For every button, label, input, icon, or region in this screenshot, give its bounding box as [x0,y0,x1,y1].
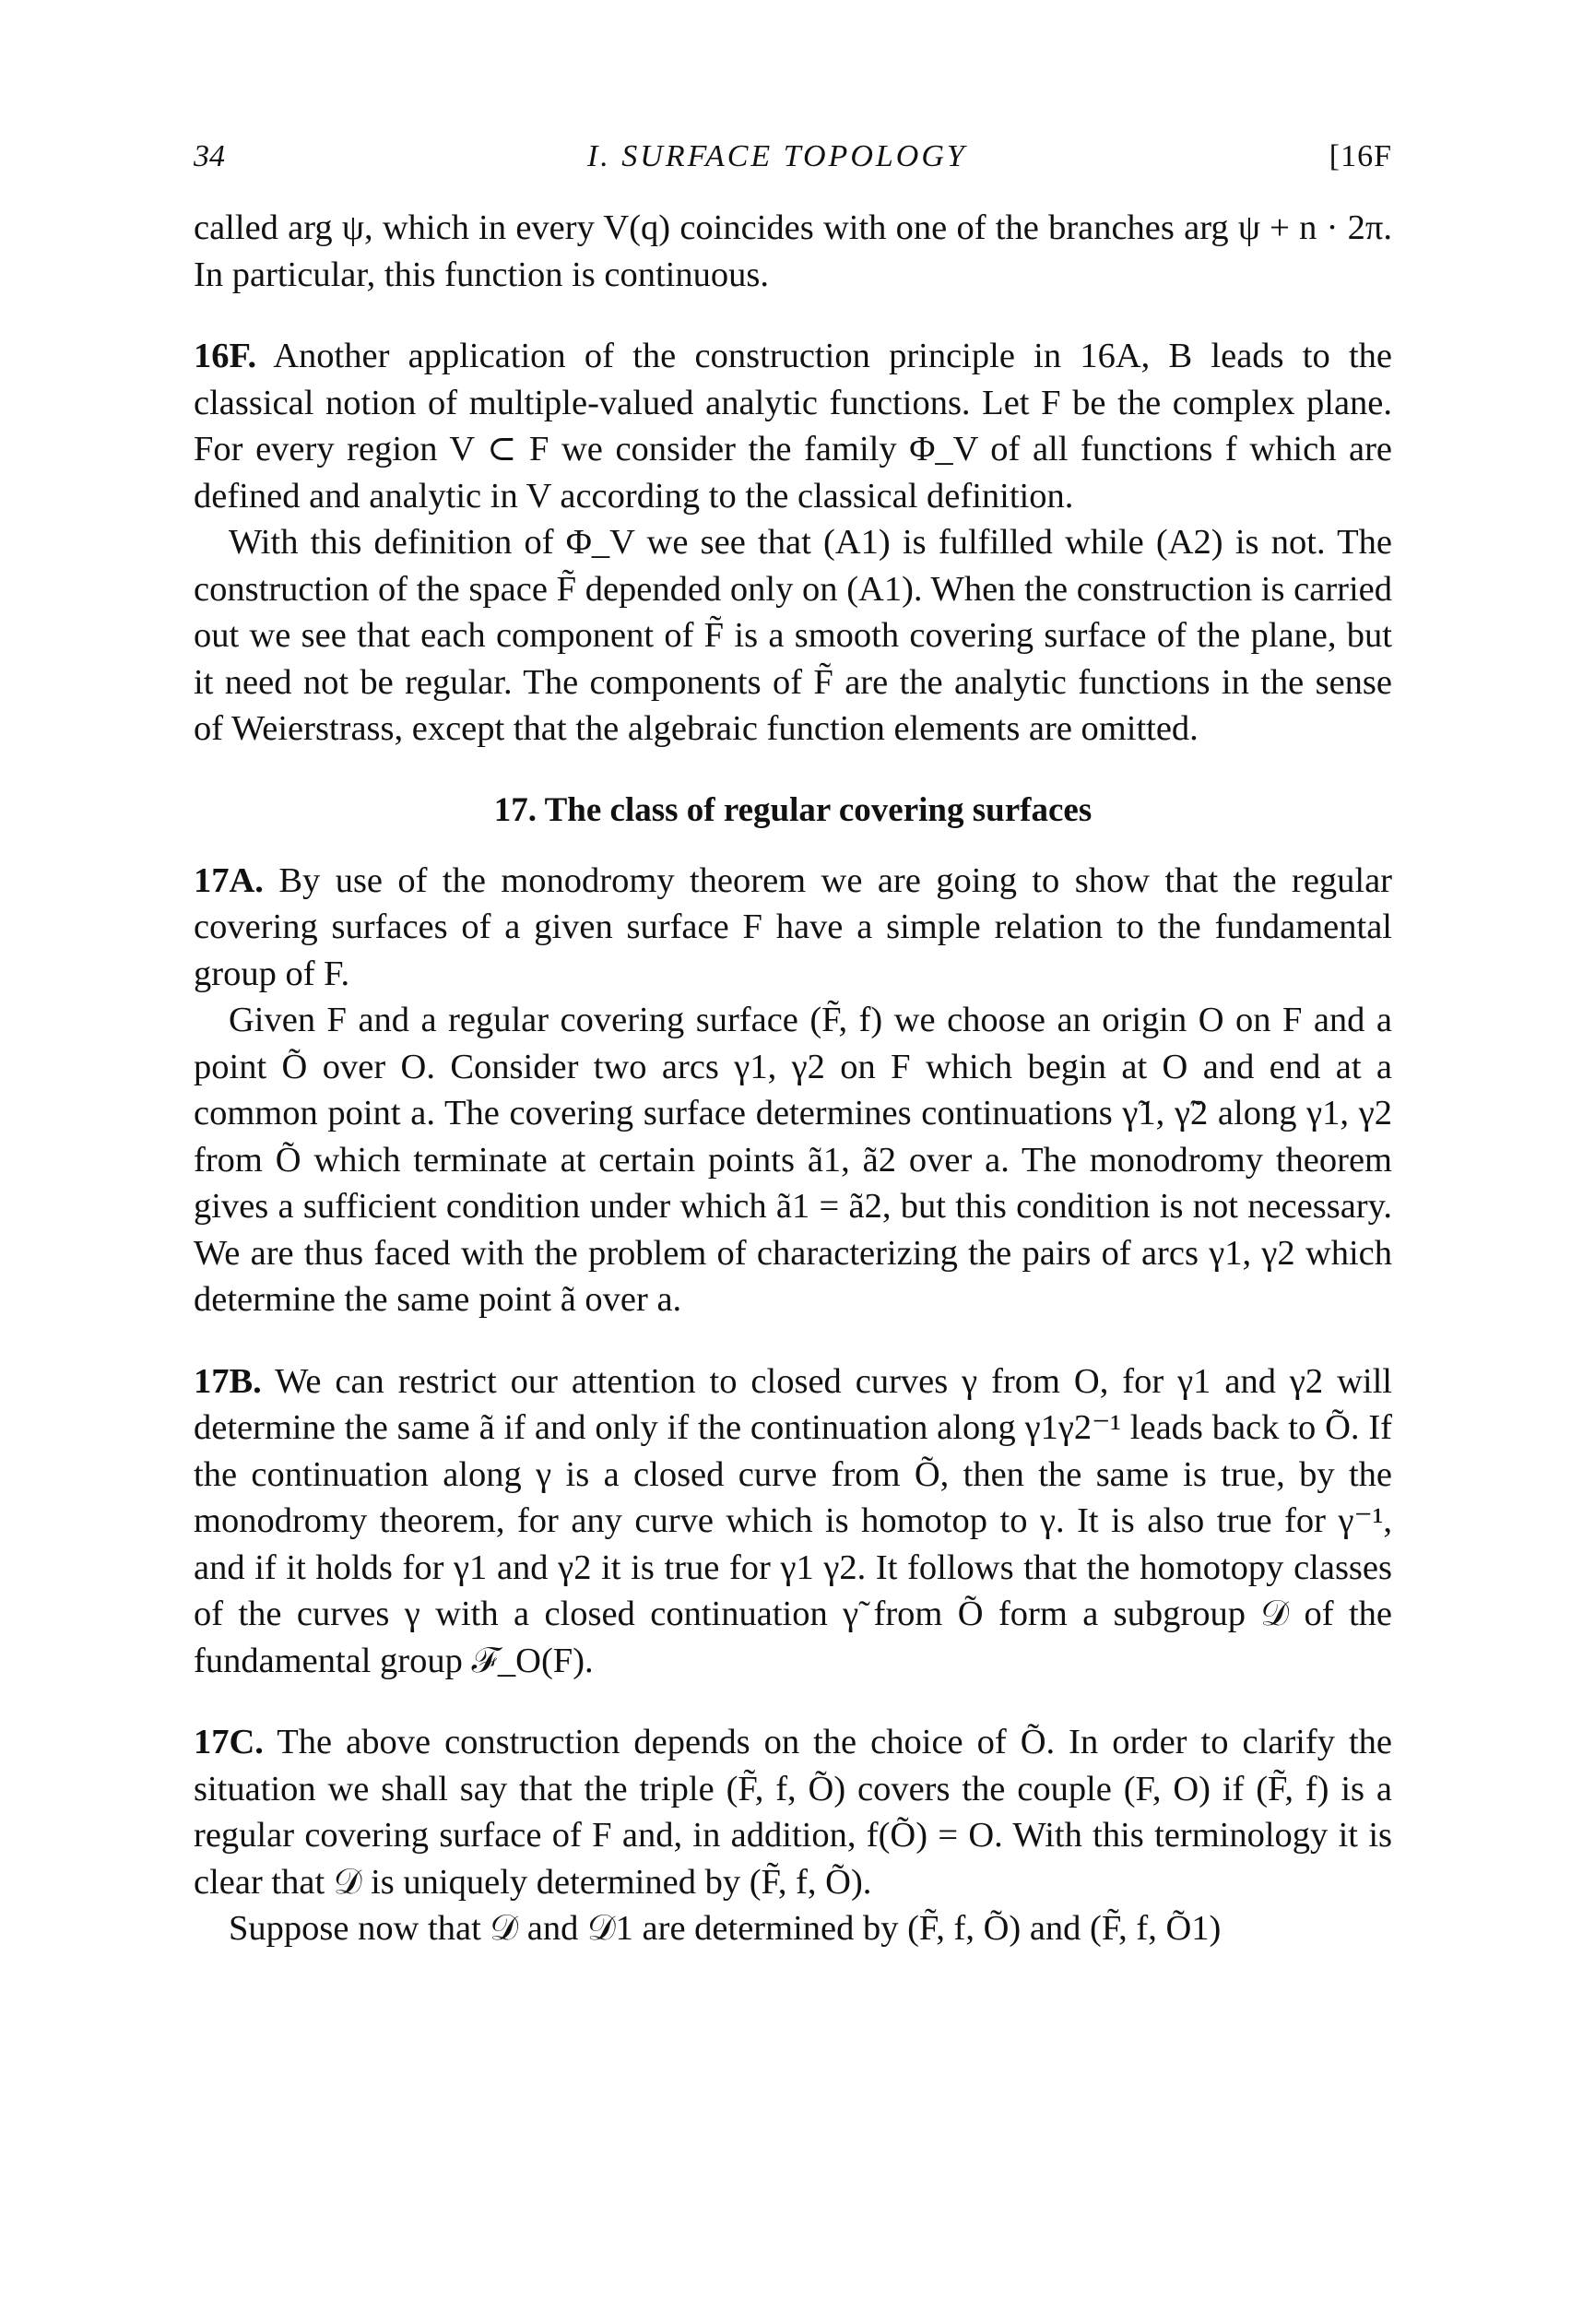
paragraph-17c [194,1719,1392,1905]
paragraph-17a [194,858,1392,998]
paragraph-17a-arcs [194,997,1392,1323]
paragraph-16f-definition [194,519,1392,753]
paragraph-16f [194,333,1392,519]
paragraph-text: Given F and a regular covering surface (F̃, f) we choose an origin O on F and a point Õ over O. Consider two arcs γ1, γ2 on F which begin at O and end at a common point a. The covering surface determines continuations γ̃1, γ̃2 along γ1, γ2 from Õ which terminate at certain points ã1, ã2 over a. The monodromy theorem gives a sufficient condition under which ã1 = ã2, but this condition is not necessary. We are thus faced with the problem of characterizing the pairs of arcs γ1, γ2 which determine the same point ã over a. [194,1001,1392,1319]
paragraph-text: We can restrict our attention to closed curves γ from O, for γ1 and γ2 will determine the same ã if and only if the continuation along γ1γ2⁻¹ leads back to Õ. If the continuation along γ is a closed curve from Õ, then the same is true, by the monodromy theorem, for any curve which is homotop to γ. It is also true for γ⁻¹, and if it holds for γ1 and γ2 it is true for γ1 γ2. It follows that the homotopy classes of the curves γ with a closed continuation γ̃ from Õ form a subgroup 𝒟 of the fundamental group ℱ_O(F). [194,1361,1392,1680]
paragraph-text: called arg ψ, which in every V(q) coincides with one of the branches arg ψ + n · 2π. In particular, this function is continuous. [194,208,1392,294]
section-marker: [16F [1329,139,1392,173]
section-label-17a: 17A. [194,860,264,900]
paragraph-text: Another application of the construction principle in 16A, B leads to the classical notion of multiple-valued analytic functions. Let F be the complex plane. For every region V ⊂ F we consider the family Φ_V of all functions f which are defined and analytic in V according to the classical definition. [194,337,1392,516]
page-number: 34 [194,139,225,173]
paragraph-17b [194,1358,1392,1685]
section-label-17c: 17C. [194,1723,264,1761]
running-header [194,138,1392,175]
section-heading-17: 17. The class of regular covering surfaces [493,790,1093,829]
paragraph-text: Suppose now that 𝒟 and 𝒟1 are determined by (F̃, f, Õ) and (F̃, f, Õ1) [229,1909,1222,1948]
paragraph-continuation [194,205,1392,298]
paragraph-text: By use of the monodromy theorem we are going to show that the regular covering surfaces of a given surface F have a simple relation to the fundamental group of F. [194,860,1393,993]
section-label-17b: 17B. [194,1361,262,1401]
running-title: I. SURFACE TOPOLOGY [586,139,967,173]
paragraph-text: The above construction depends on the choice of Õ. In order to clarify the situation we shall say that the triple (F̃, f, Õ) covers the couple (F, O) if (F̃, f) is a regular covering surface of F and, in addition, f(Õ) = O. With this terminology it is clear that 𝒟 is uniquely determined by (F̃, f, Õ). [194,1723,1392,1902]
book-page [194,138,1392,1952]
section-label-16f: 16F. [194,337,257,375]
paragraph-17c-suppose [194,1905,1392,1952]
paragraph-text: With this definition of Φ_V we see that (A1) is fulfilled while (A2) is not. The construction of the space F̃ depended only on (A1). When the construction is carried out we see that each component of F̃ is a smooth covering surface of the plane, but it need not be regular. The components of F̃ are the analytic functions in the sense of Weierstrass, except that the algebraic function elements are omitted. [194,523,1392,748]
